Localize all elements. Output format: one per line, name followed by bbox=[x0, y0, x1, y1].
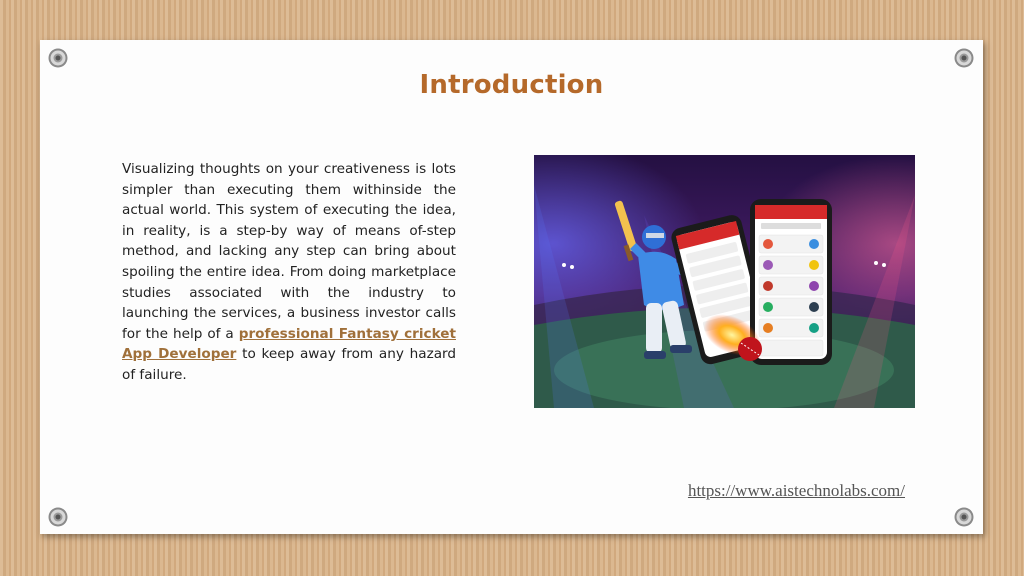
paragraph-text-end: to keep away from any hazard of failure. bbox=[122, 346, 457, 383]
intro-paragraph bbox=[122, 159, 456, 386]
phone-app-mockup bbox=[750, 199, 832, 365]
pin-icon bbox=[954, 507, 974, 527]
slide-card bbox=[40, 40, 983, 534]
pin-icon bbox=[48, 507, 68, 527]
pin-icon bbox=[48, 48, 68, 68]
footer-website-link[interactable]: https://www.aistechnolabs.com/ bbox=[687, 481, 905, 500]
paragraph-text-start: Visualizing thoughts on your creativeness is lots simpler than executing them withinside the actual world. This system of executing the idea, in reality, is a step-by way of means of-step method, and lacking any step can bring about spoiling the entire idea. From doing marketplace studies associated with the industry to launching the services, a business investor calls for the help of a bbox=[122, 161, 456, 342]
pin-icon bbox=[954, 48, 974, 68]
cricket-app-hero-image bbox=[534, 155, 915, 408]
slide-title: Introduction bbox=[419, 70, 604, 100]
developer-link[interactable]: professional Fantasy cricket App Developer bbox=[122, 325, 456, 363]
